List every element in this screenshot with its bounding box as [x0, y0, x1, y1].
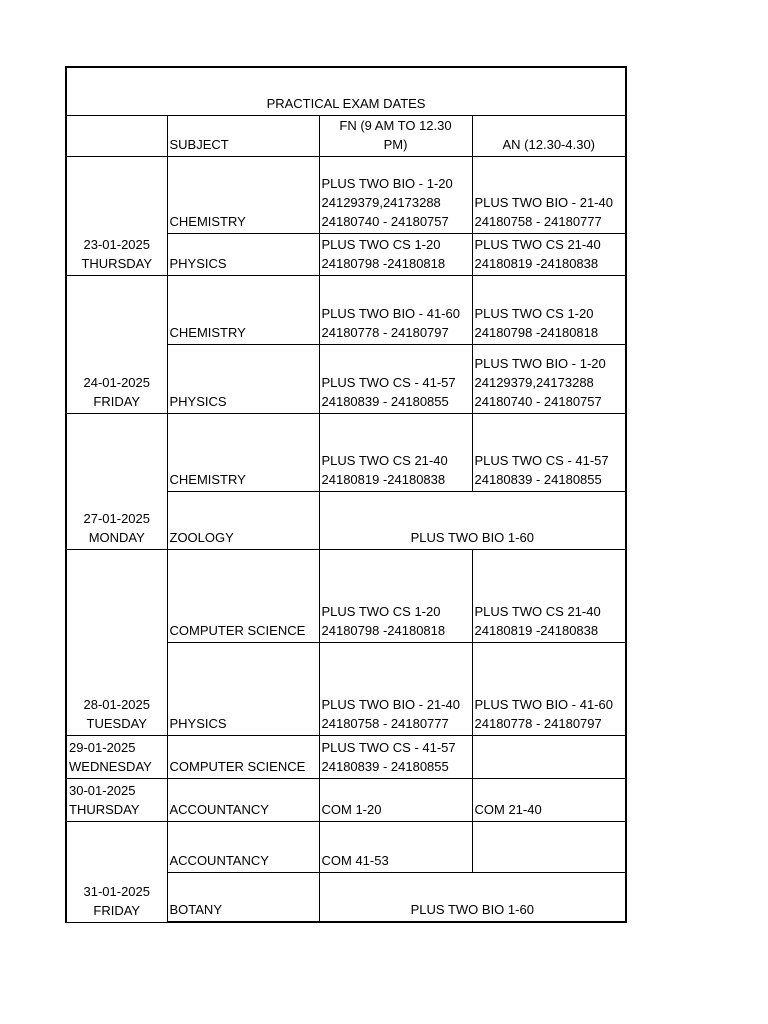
- date-cell: [66, 735, 167, 778]
- header-fn-line1: FN (9 AM TO 12.30: [339, 117, 452, 133]
- exam-date: 24-01-2025: [83, 374, 150, 390]
- header-an: AN (12.30-4.30): [472, 115, 626, 156]
- an-batch-cell: [472, 821, 626, 872]
- subject-cell: ZOOLOGY: [167, 491, 319, 549]
- fn-batch-line: PLUS TWO CS - 41-57: [321, 374, 456, 390]
- fn-batch-line: COM 1-20: [321, 801, 382, 817]
- subject-cell: CHEMISTRY: [167, 156, 319, 233]
- fn-batch-cell: [319, 275, 472, 344]
- an-batch-line: PLUS TWO BIO - 1-20: [474, 355, 606, 371]
- fn-batch-line: 24180839 - 24180855: [321, 393, 449, 409]
- batch-cell-merged: PLUS TWO BIO 1-60: [319, 872, 626, 922]
- header-date-blank: [66, 115, 167, 156]
- date-cell: [66, 549, 167, 735]
- an-batch-cell: [472, 778, 626, 821]
- exam-day: TUESDAY: [86, 715, 147, 731]
- an-batch-line: PLUS TWO CS 21-40: [474, 603, 601, 619]
- fn-batch-line: PLUS TWO CS 21-40: [321, 452, 448, 468]
- an-batch-line: 24180839 - 24180855: [474, 471, 602, 487]
- exam-date: 27-01-2025: [83, 510, 150, 526]
- fn-batch-cell: [319, 778, 472, 821]
- an-batch-line: PLUS TWO CS - 41-57: [474, 452, 609, 468]
- exam-date: 29-01-2025: [69, 739, 136, 755]
- an-batch-line: 24180819 -24180838: [474, 255, 599, 271]
- fn-batch-cell: [319, 156, 472, 233]
- an-batch-cell: [472, 344, 626, 413]
- subject-cell: CHEMISTRY: [167, 275, 319, 344]
- exam-date: 30-01-2025: [69, 782, 136, 798]
- an-batch-line: 24129379,24173288: [474, 374, 594, 390]
- fn-batch-cell: [319, 233, 472, 275]
- fn-batch-line: PLUS TWO BIO - 1-20: [321, 175, 453, 191]
- fn-batch-line: PLUS TWO CS 1-20: [321, 236, 441, 252]
- fn-batch-cell: [319, 549, 472, 642]
- exam-day: THURSDAY: [69, 801, 140, 817]
- header-row: [66, 115, 626, 156]
- fn-batch-cell: [319, 344, 472, 413]
- exam-day: WEDNESDAY: [69, 758, 152, 774]
- subject-cell: BOTANY: [167, 872, 319, 922]
- fn-batch-cell: [319, 821, 472, 872]
- fn-batch-line: PLUS TWO BIO - 41-60: [321, 305, 460, 321]
- header-fn-line2: PM): [383, 136, 408, 152]
- table-row: [66, 821, 626, 872]
- subject-cell: PHYSICS: [167, 642, 319, 735]
- exam-day: FRIDAY: [93, 393, 141, 409]
- an-batch-line: 24180740 - 24180757: [474, 393, 602, 409]
- fn-batch-line: 24180839 - 24180855: [321, 758, 449, 774]
- an-batch-cell: [472, 735, 626, 778]
- subject-cell: ACCOUNTANCY: [167, 778, 319, 821]
- an-batch-line: 24180758 - 24180777: [474, 213, 602, 229]
- date-cell: [66, 156, 167, 275]
- batch-cell-merged: PLUS TWO BIO 1-60: [319, 491, 626, 549]
- an-batch-line: PLUS TWO CS 21-40: [474, 236, 601, 252]
- subject-cell: COMPUTER SCIENCE: [167, 549, 319, 642]
- an-batch-line: 24180798 -24180818: [474, 324, 599, 340]
- table-row: [66, 735, 626, 778]
- fn-batch-line: 24180740 - 24180757: [321, 213, 449, 229]
- title-row: [66, 67, 626, 115]
- table-row: [66, 549, 626, 642]
- table-row: [66, 778, 626, 821]
- fn-batch-line: 24180758 - 24180777: [321, 715, 449, 731]
- an-batch-line: COM 21-40: [474, 801, 542, 817]
- an-batch-cell: [472, 549, 626, 642]
- fn-batch-line: 24180819 -24180838: [321, 471, 446, 487]
- an-batch-line: PLUS TWO BIO - 41-60: [474, 696, 613, 712]
- date-cell: [66, 821, 167, 922]
- table-row: [66, 275, 626, 344]
- exam-date: 31-01-2025: [83, 883, 150, 899]
- exam-day: FRIDAY: [93, 902, 141, 918]
- subject-cell: PHYSICS: [167, 233, 319, 275]
- table-row: [66, 156, 626, 233]
- an-batch-cell: [472, 275, 626, 344]
- fn-batch-line: PLUS TWO CS - 41-57: [321, 739, 456, 755]
- an-batch-cell: [472, 233, 626, 275]
- exam-date: 28-01-2025: [83, 696, 150, 712]
- fn-batch-line: COM 41-53: [321, 852, 389, 868]
- subject-cell: COMPUTER SCIENCE: [167, 735, 319, 778]
- exam-dates-table: [65, 66, 627, 923]
- an-batch-line: PLUS TWO BIO - 21-40: [474, 194, 613, 210]
- fn-batch-line: PLUS TWO CS 1-20: [321, 603, 441, 619]
- date-cell: [66, 275, 167, 413]
- date-cell: [66, 413, 167, 549]
- fn-batch-line: PLUS TWO BIO - 21-40: [321, 696, 460, 712]
- exam-day: THURSDAY: [81, 255, 153, 271]
- page-title: PRACTICAL EXAM DATES: [66, 67, 626, 115]
- subject-cell: ACCOUNTANCY: [167, 821, 319, 872]
- date-cell: [66, 778, 167, 821]
- table-row: [66, 413, 626, 491]
- fn-batch-line: 24129379,24173288: [321, 194, 441, 210]
- subject-cell: CHEMISTRY: [167, 413, 319, 491]
- fn-batch-line: 24180798 -24180818: [321, 622, 446, 638]
- header-fn: [319, 115, 472, 156]
- fn-batch-cell: [319, 735, 472, 778]
- an-batch-line: 24180819 -24180838: [474, 622, 599, 638]
- an-batch-line: PLUS TWO CS 1-20: [474, 305, 594, 321]
- exam-date: 23-01-2025: [83, 236, 150, 252]
- fn-batch-cell: [319, 642, 472, 735]
- subject-cell: PHYSICS: [167, 344, 319, 413]
- an-batch-cell: [472, 156, 626, 233]
- fn-batch-line: 24180798 -24180818: [321, 255, 446, 271]
- fn-batch-cell: [319, 413, 472, 491]
- an-batch-line: 24180778 - 24180797: [474, 715, 602, 731]
- an-batch-cell: [472, 642, 626, 735]
- fn-batch-line: 24180778 - 24180797: [321, 324, 449, 340]
- an-batch-cell: [472, 413, 626, 491]
- header-subject: SUBJECT: [167, 115, 319, 156]
- exam-day: MONDAY: [88, 529, 145, 545]
